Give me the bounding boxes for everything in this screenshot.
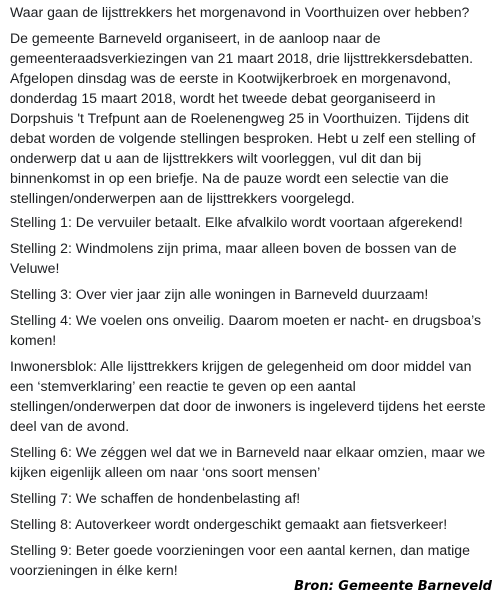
statement-2: Stelling 2: Windmolens zijn prima, maar alleen boven de bossen van de Veluwe! — [10, 240, 457, 276]
post-intro: De gemeente Barneveld organiseert, in de aanloop naar de gemeenteraadsverkiezingen van 21 maart 2018, drie lijsttrekkersdebatten. Afgelopen dinsdag was de eerste in Kootwijkerbroek en morgenavond, donderdag 15 maart 2018, wordt het tweede debat georganiseerd in Dorpshuis 't Trefpunt aan de Roelenengweg 25 in Voorthuizen. Tijdens dit debat worden de volgende stellingen besproken. Hebt u zelf een stelling of onderwerp dat u aan de lijsttrekkers wilt voorleggen, vul dit dan bij binnenkomst in op een briefje. Na de pauze wordt een selectie van die stellingen/onderwerpen aan de lijsttrekkers voorgelegd. — [10, 30, 476, 206]
statement-3: Stelling 3: Over vier jaar zijn alle woningen in Barneveld duurzaam! — [10, 286, 429, 302]
post-text — [10, 2, 494, 586]
statement-6: Stelling 6: We zéggen wel dat we in Barneveld naar elkaar omzien, maar we kijken eigenlijk alleen om naar ‘ons soort mensen’ — [10, 444, 486, 480]
statement-4: Stelling 4: We voelen ons onveilig. Daarom moeten er nacht- en drugsboa’s komen! — [10, 312, 482, 348]
residents-block: Inwonersblok: Alle lijsttrekkers krijgen de gelegenheid om door middel van een ‘stemverklaring’ een reactie te geven op een aantal stellingen/onderwerpen dat door de inwoners is ingeleverd tijdens het eerste deel van de avond. — [10, 358, 486, 434]
statement-8: Stelling 8: Autoverkeer wordt ondergeschikt gemaakt aan fietsverkeer! — [10, 516, 448, 532]
statement-1: Stelling 1: De vervuiler betaalt. Elke afvalkilo wordt voortaan afgerekend! — [10, 214, 463, 230]
source-caption: Bron: Gemeente Barneveld — [294, 579, 492, 594]
statement-7: Stelling 7: We schaffen de hondenbelasting af! — [10, 490, 301, 506]
post-heading: Waar gaan de lijsttrekkers het morgenavond in Voorthuizen over hebben? — [10, 4, 470, 20]
statement-9: Stelling 9: Beter goede voorzieningen voor een aantal kernen, dan matige voorzieningen in élke kern! — [10, 542, 470, 578]
